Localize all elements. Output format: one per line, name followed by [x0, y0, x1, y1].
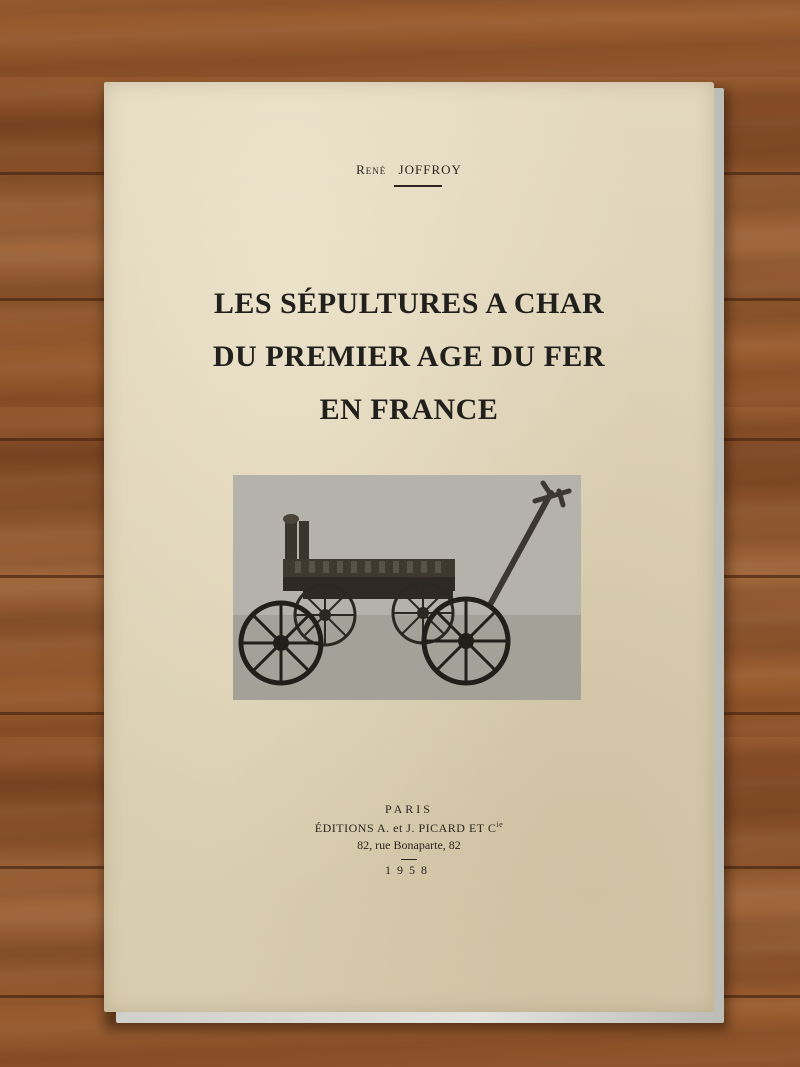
author-underline: [394, 185, 442, 187]
author-last-name: JOFFROY: [398, 162, 462, 177]
publisher-name: ÉDITIONS A. et J. PICARD ET C: [314, 821, 497, 835]
imprint-year: 1958: [385, 863, 433, 877]
publisher-superscript: ie: [496, 820, 504, 829]
author-first-name: René: [356, 162, 387, 177]
imprint-rule: [401, 859, 417, 860]
imprint-address: 82, rue Bonaparte, 82: [357, 838, 461, 852]
book-title: [104, 277, 714, 436]
imprint-publisher: [104, 820, 714, 836]
imprint-city: PARIS: [385, 802, 433, 816]
title-line-2: DU PREMIER AGE DU FER: [212, 340, 606, 373]
wagon-photograph: [233, 475, 581, 700]
book-cover: [104, 82, 714, 1012]
title-line-3: EN FRANCE: [319, 393, 499, 426]
title-line-1: LES SÉPULTURES A CHAR: [213, 287, 605, 320]
wagon-illustration: [233, 475, 581, 700]
author-line: [104, 162, 714, 178]
